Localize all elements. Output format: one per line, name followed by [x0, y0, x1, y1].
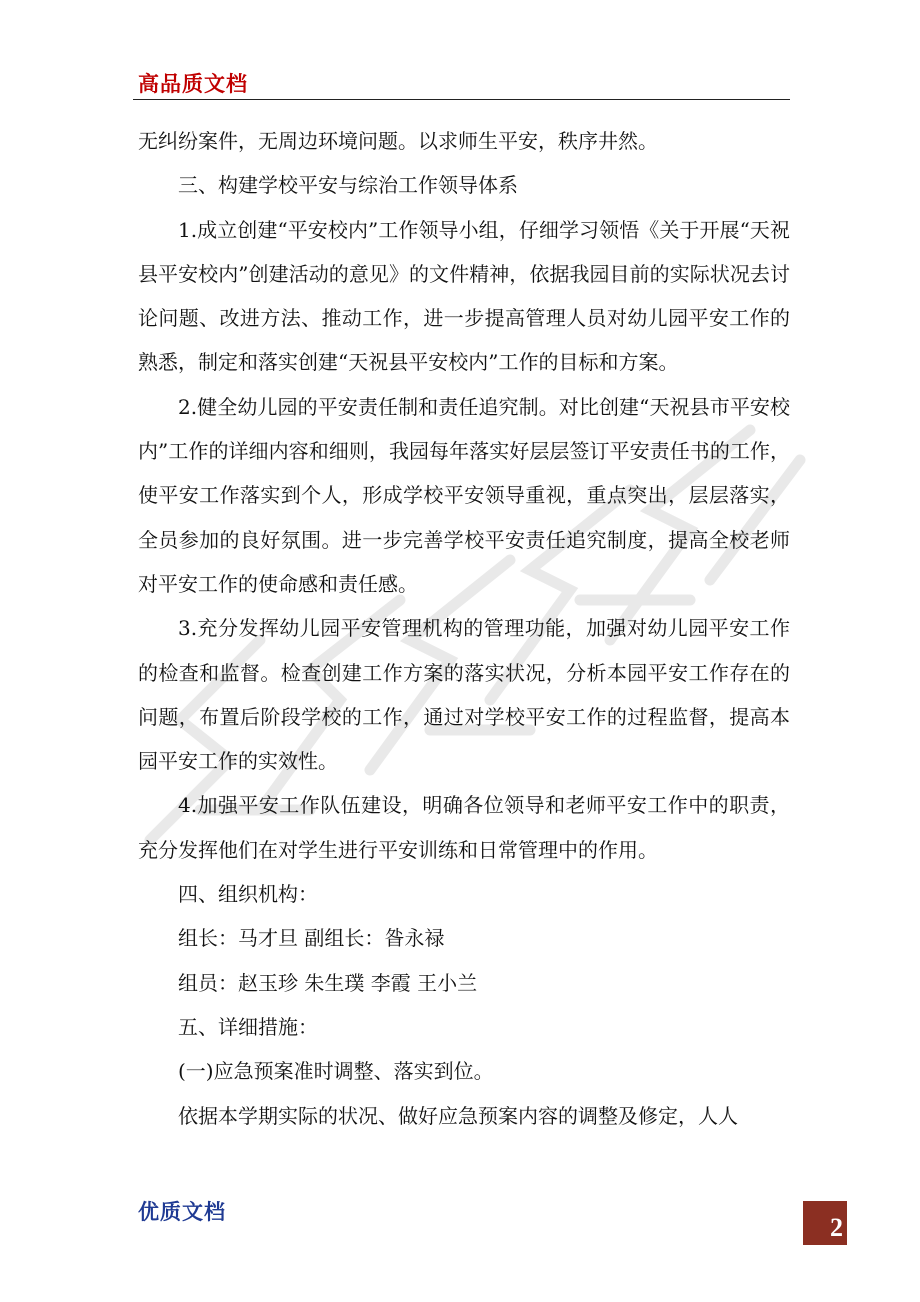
- footer-title: 优质文档: [138, 1200, 226, 1224]
- subsection-heading-1: (一)应急预案准时调整、落实到位。: [178, 1059, 494, 1084]
- paragraph-item-2: 2.健全幼儿园的平安责任制和责任追究制。对比创建“天祝县市平安校内”工作的详细内容和细则，我园每年落实好层层签订平安责任书的工作，使平安工作落实到个人，形成学校平安领导重视，重点突出，层层落实，全员参加的良好氛围。进一步完善学校平安责任追究制度，提高全校老师对平安工作的使命感和责任感。: [138, 394, 790, 596]
- page-number-badge: [803, 1201, 847, 1245]
- section-heading-5: 五、详细措施：: [178, 1014, 318, 1039]
- paragraph-item-4: 4.加强平安工作队伍建设，明确各位领导和老师平安工作中的职责，充分发挥他们在对学生进行平安训练和日常管理中的作用。: [138, 793, 790, 862]
- section-heading-4: 四、组织机构：: [178, 882, 318, 907]
- group-leaders: 组长：马才旦 副组长：昝永禄: [178, 926, 445, 951]
- header-divider: [133, 99, 790, 100]
- header-title: 高品质文档: [138, 72, 248, 96]
- paragraph-last: 依据本学期实际的状况、做好应急预案内容的调整及修定，人人: [178, 1103, 738, 1128]
- section-heading-3: 三、构建学校平安与综治工作领导体系: [178, 173, 518, 198]
- group-members: 组员：赵玉珍 朱生璞 李霞 王小兰: [178, 970, 478, 995]
- paragraph-item-3: 3.充分发挥幼儿园平安管理机构的管理功能，加强对幼儿园平安工作的检查和监督。检查创建工作方案的落实状况，分析本园平安工作存在的问题，布置后阶段学校的工作，通过对学校平安工作的过程监督，提高本园平安工作的实效性。: [138, 616, 790, 774]
- page-number: 2: [830, 1213, 843, 1242]
- document-body: [138, 119, 790, 1138]
- paragraph-item-1: 1.成立创建“平安校内”工作领导小组，仔细学习领悟《关于开展“天祝县平安校内”创建活动的意见》的文件精神，依据我园目前的实际状况去讨论问题、改进方法、推动工作，进一步提高管理人员对幼儿园平安工作的熟悉，制定和落实创建“天祝县平安校内”工作的目标和方案。: [138, 217, 790, 375]
- paragraph-continuation: 无纠纷案件，无周边环境问题。以求师生平安，秩序井然。: [138, 129, 658, 153]
